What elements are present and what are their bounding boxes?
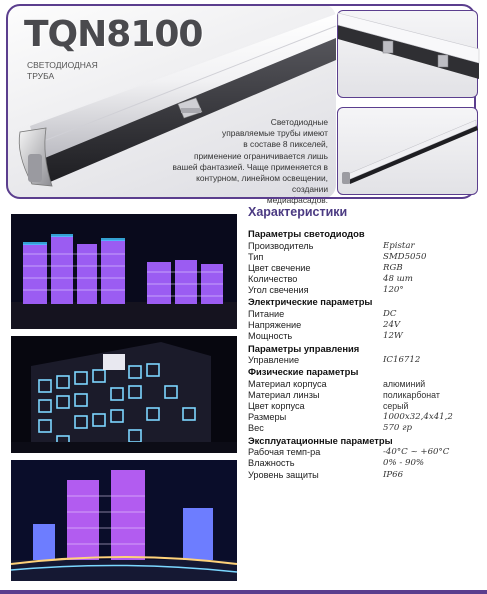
spec-value: поликарбонат <box>383 389 440 400</box>
product-full-photo <box>337 107 478 195</box>
night-media-facade-photo <box>11 336 237 453</box>
spec-label: Цвет корпуса <box>248 401 305 412</box>
spec-section-title: Параметры управления <box>248 342 360 354</box>
spec-row <box>248 320 483 331</box>
spec-label: Тип <box>248 251 264 262</box>
spec-row <box>248 355 483 366</box>
spec-value: 1000x32,4x41,2 <box>383 412 453 423</box>
spec-value: 120° <box>383 285 404 296</box>
spec-row <box>248 241 483 252</box>
spec-label: Количество <box>248 274 298 285</box>
spec-section-title: Физические параметры <box>248 366 359 378</box>
footer-accent-line <box>0 590 487 594</box>
spec-row <box>248 458 483 469</box>
spec-label: Управление <box>248 355 300 365</box>
night-buildings-photo <box>11 214 237 329</box>
spec-row <box>248 274 483 285</box>
spec-row <box>248 331 483 342</box>
spec-label: Рабочая темп-ра <box>248 447 321 458</box>
spec-value: Epistar <box>383 240 415 251</box>
spec-value: серый <box>383 401 409 412</box>
product-closeup-photo <box>337 10 478 98</box>
spec-value: 48 шт <box>383 274 413 285</box>
spec-row <box>248 379 483 390</box>
spec-row <box>248 401 483 412</box>
spec-value: 0% - 90% <box>383 458 425 469</box>
night-towers-photo <box>11 460 237 581</box>
spec-value: DC <box>383 308 397 319</box>
spec-value: алюминий <box>383 378 426 389</box>
spec-row <box>248 309 483 320</box>
spec-value: 570 гр <box>383 423 412 434</box>
spec-label: Размеры <box>248 412 287 423</box>
spec-row <box>248 263 483 274</box>
spec-section-title: Эксплуатационные параметры <box>248 434 393 446</box>
spec-row <box>248 285 483 296</box>
product-title: TQN8100 <box>24 14 203 55</box>
spec-label: Вес <box>248 423 264 434</box>
spec-label: Угол свечения <box>248 285 309 296</box>
spec-label: Питание <box>248 308 285 319</box>
spec-value: RGB <box>383 262 403 273</box>
spec-value: -40°C ~ +60°C <box>383 447 450 458</box>
spec-label: Влажность <box>248 458 295 469</box>
spec-row <box>248 252 483 263</box>
spec-value: 12W <box>383 331 403 342</box>
spec-section-title: Электрические параметры <box>248 296 373 308</box>
spec-label: Уровень защиты <box>248 469 319 480</box>
spec-label: Мощность <box>248 331 293 342</box>
spec-value: 24V <box>383 320 401 331</box>
product-description: Светодиодные управляемые трубы имеют в составе 8 пикселей, применение ограничивается лишь вашей фантазией. Чаще применяется в контурном, линейном освещении, создании медиафасадов. <box>172 117 328 206</box>
spec-label: Материал линзы <box>248 389 320 400</box>
spec-value: SMD5050 <box>383 251 427 262</box>
characteristics-heading: Характеристики <box>248 205 348 219</box>
spec-value: IP66 <box>383 469 404 480</box>
spec-row <box>248 412 483 423</box>
spec-row <box>248 423 483 434</box>
specs-table <box>248 228 483 481</box>
spec-label: Производитель <box>248 240 314 251</box>
spec-label: Напряжение <box>248 320 302 331</box>
hero-panel <box>6 4 336 206</box>
product-subtitle: СВЕТОДИОДНАЯ ТРУБА <box>27 60 98 81</box>
spec-label: Материал корпуса <box>248 378 327 389</box>
spec-section-title: Параметры светодиодов <box>248 228 365 239</box>
spec-row <box>248 447 483 458</box>
spec-row <box>248 470 483 481</box>
spec-row <box>248 390 483 401</box>
spec-value: IC16712 <box>383 355 421 365</box>
spec-label: Цвет свечение <box>248 262 311 273</box>
